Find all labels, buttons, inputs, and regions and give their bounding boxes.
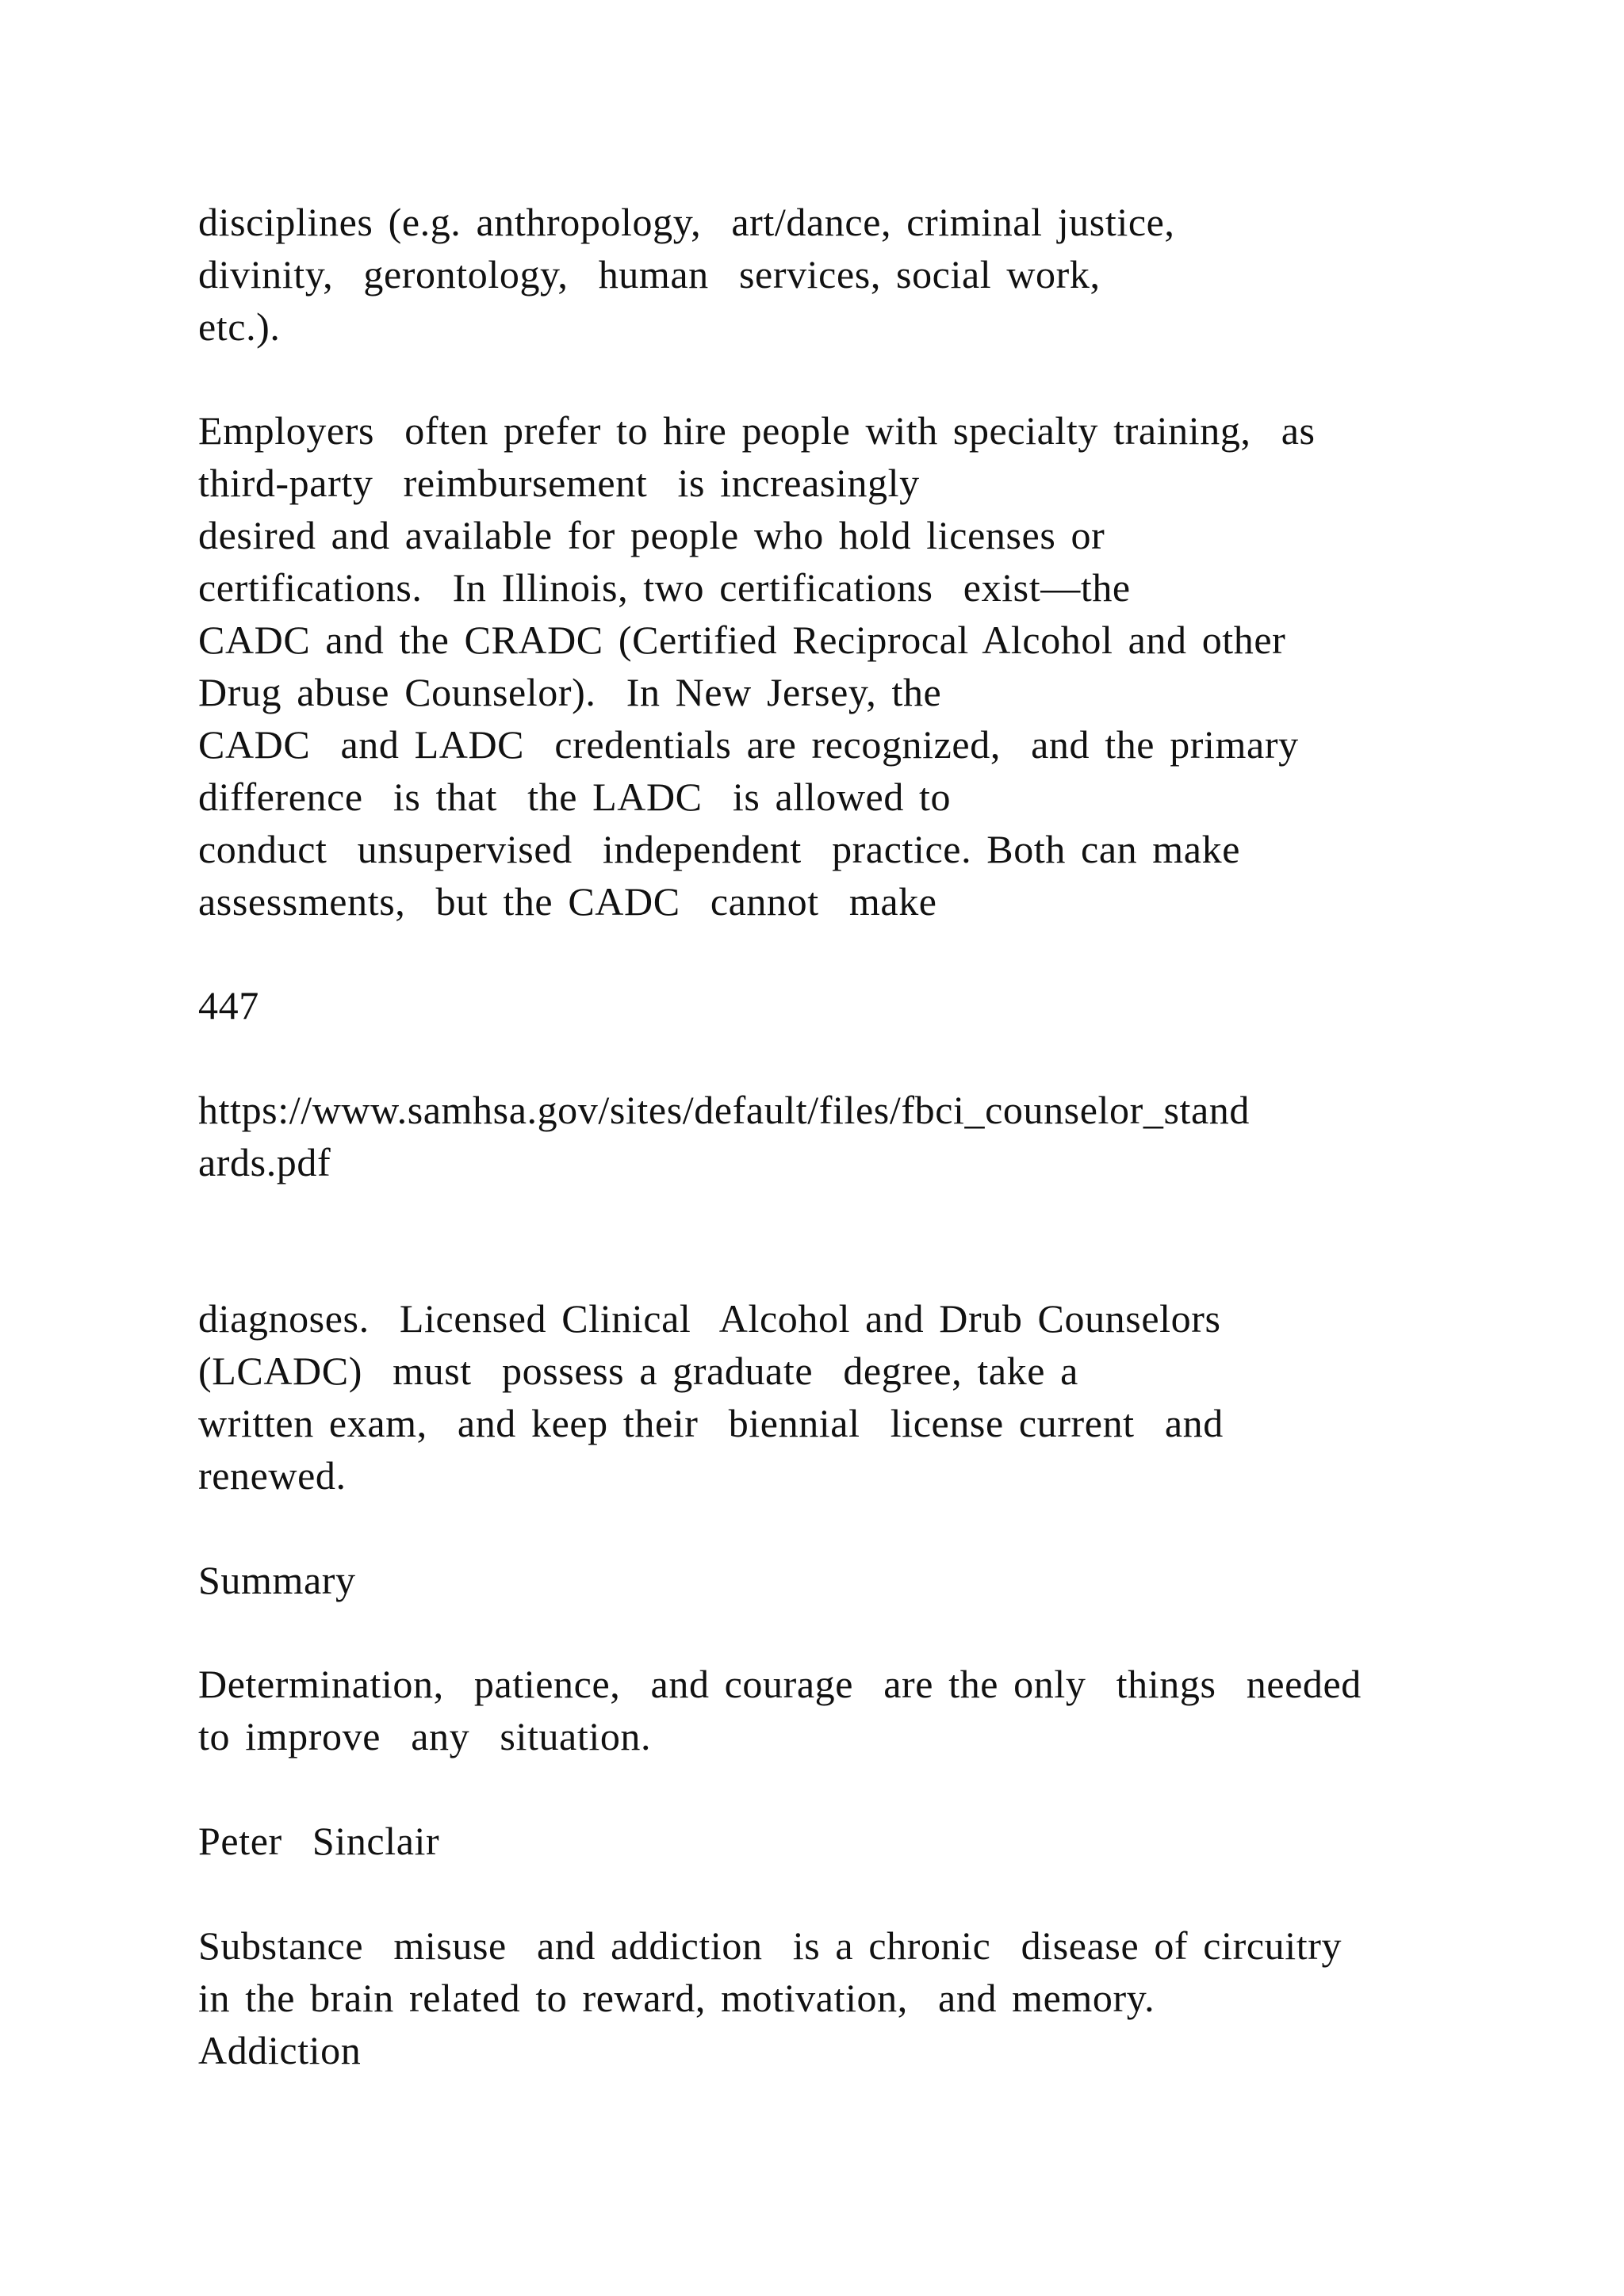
url-line: https://www.samhsa.gov/sites/default/files/fbci_counselor_stand xyxy=(198,1088,1251,1132)
text-line: diagnoses. Licensed Clinical Alcohol and Drub Counselors xyxy=(198,1296,1221,1341)
text-line: Drug abuse Counselor). In New Jersey, the xyxy=(198,670,942,714)
text-line: disciplines (e.g. anthropology, art/dance, criminal justice, xyxy=(198,200,1175,244)
text-line: renewed. xyxy=(198,1453,347,1498)
text-line: in the brain related to reward, motivation, and memory. xyxy=(198,1976,1155,2020)
text-line: divinity, gerontology, human services, social work, xyxy=(198,252,1101,297)
text-line: written exam, and keep their biennial license current and xyxy=(198,1401,1224,1445)
text-line: conduct unsupervised independent practice. Both can make xyxy=(198,827,1240,871)
text-line: assessments, but the CADC cannot make xyxy=(198,879,937,924)
text-line: desired and available for people who hold licenses or xyxy=(198,513,1105,557)
quote-line: Determination, patience, and courage are the only things needed xyxy=(198,1662,1362,1706)
quote-line: to improve any situation. xyxy=(198,1714,652,1758)
page-number: 447 xyxy=(198,983,259,1027)
text-line: (LCADC) must possess a graduate degree, take a xyxy=(198,1349,1078,1393)
quote-author: Peter Sinclair xyxy=(198,1819,440,1863)
text-line: CADC and the CRADC (Certified Reciprocal Alcohol and other xyxy=(198,618,1286,662)
text-line: certifications. In Illinois, two certifications exist—the xyxy=(198,565,1131,610)
text-line: third-party reimbursement is increasingly xyxy=(198,461,920,505)
text-line: Substance misuse and addiction is a chronic disease of circuitry xyxy=(198,1923,1342,1968)
text-line: etc.). xyxy=(198,304,281,349)
text-line: Addiction xyxy=(198,2028,362,2072)
text-line: Employers often prefer to hire people with specialty training, as xyxy=(198,408,1316,453)
url-line: ards.pdf xyxy=(198,1140,331,1184)
section-heading: Summary xyxy=(198,1558,356,1602)
text-line: CADC and LADC credentials are recognized, and the primary xyxy=(198,722,1299,767)
text-line: difference is that the LADC is allowed to xyxy=(198,775,952,819)
